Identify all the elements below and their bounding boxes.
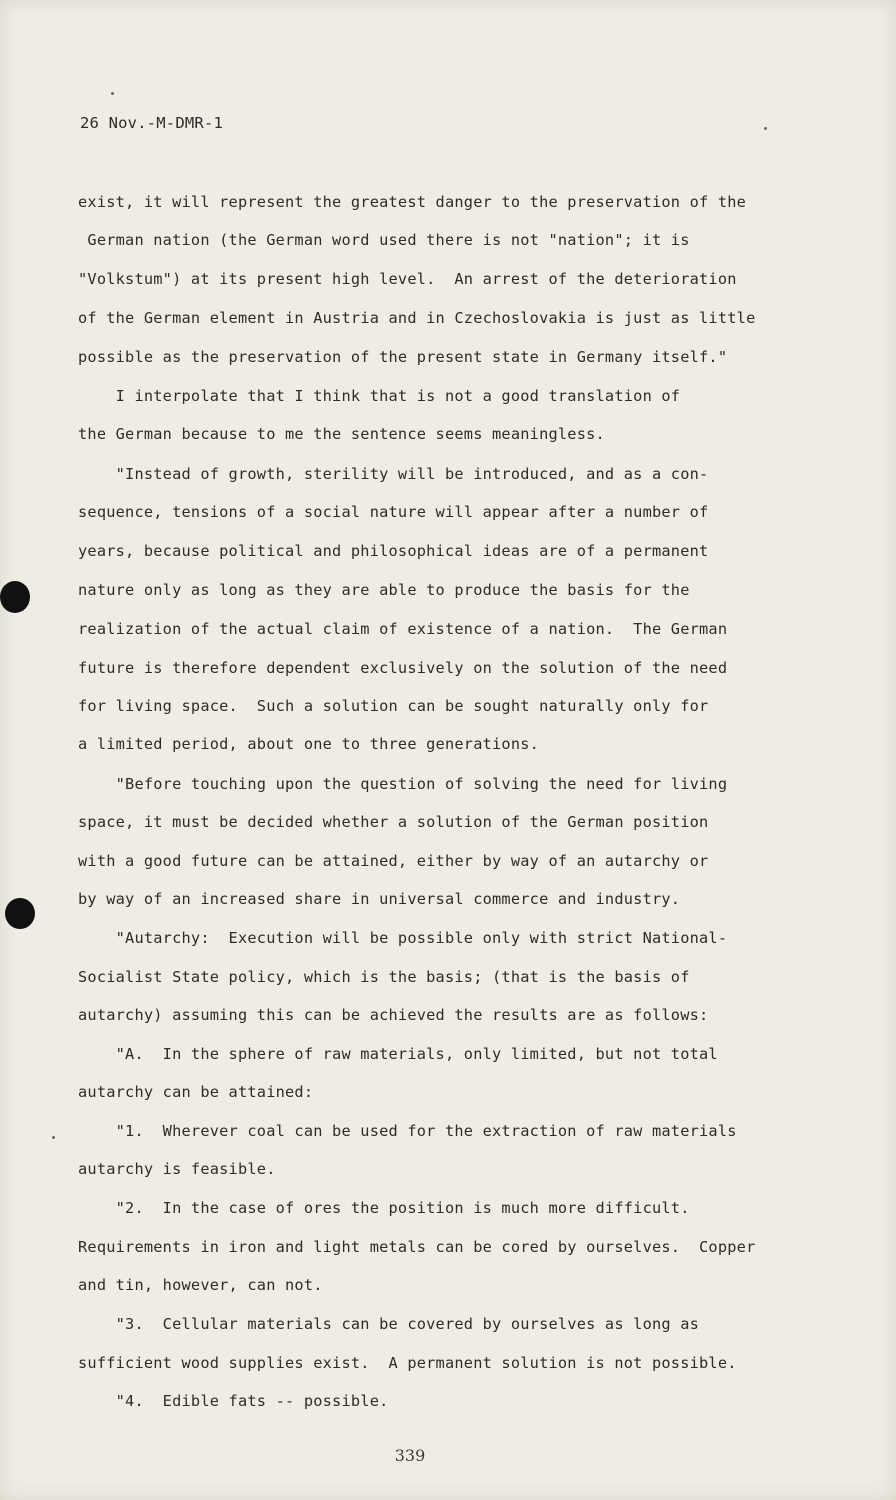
- text-line: space, it must be decided whether a solution of the German position: [78, 813, 709, 831]
- text-line: by way of an increased share in universal commerce and industry.: [78, 890, 681, 908]
- text-line: possible as the preservation of the present state in Germany itself.": [78, 348, 728, 366]
- text-line: years, because political and philosophical ideas are of a permanent: [78, 542, 709, 560]
- text-line: "Before touching upon the question of solving the need for living: [78, 775, 728, 793]
- binder-punch-hole: [0, 581, 30, 613]
- text-line: "3. Cellular materials can be covered by ourselves as long as: [78, 1315, 700, 1333]
- text-line: with a good future can be attained, either by way of an autarchy or: [78, 852, 709, 870]
- text-line: a limited period, about one to three generations.: [78, 735, 540, 753]
- page-number: 339: [394, 1446, 426, 1465]
- text-line: sufficient wood supplies exist. A permanent solution is not possible.: [78, 1354, 737, 1372]
- text-line: Socialist State policy, which is the basis; (that is the basis of: [78, 968, 690, 986]
- document-header: 26 Nov.-M-DMR-1: [80, 114, 223, 132]
- text-line: for living space. Such a solution can be sought naturally only for: [78, 697, 709, 715]
- text-line: "1. Wherever coal can be used for the extraction of raw materials: [78, 1122, 737, 1140]
- text-line: future is therefore dependent exclusively on the solution of the need: [78, 659, 728, 677]
- text-line: of the German element in Austria and in Czechoslovakia is just as little: [78, 309, 756, 327]
- text-line: "A. In the sphere of raw materials, only limited, but not total: [78, 1045, 718, 1063]
- text-line: German nation (the German word used there is not "nation"; it is: [78, 231, 690, 249]
- text-line: exist, it will represent the greatest danger to the preservation of the: [78, 193, 747, 211]
- text-line: nature only as long as they are able to produce the basis for the: [78, 581, 690, 599]
- text-line: I interpolate that I think that is not a good translation of: [78, 387, 681, 405]
- text-line: autarchy) assuming this can be achieved the results are as follows:: [78, 1006, 709, 1024]
- stray-ink-mark: [52, 1136, 55, 1139]
- text-line: the German because to me the sentence seems meaningless.: [78, 425, 605, 443]
- stray-ink-mark: [764, 127, 767, 130]
- text-line: autarchy can be attained:: [78, 1083, 314, 1101]
- text-line: realization of the actual claim of existence of a nation. The German: [78, 620, 728, 638]
- text-line: "4. Edible fats -- possible.: [78, 1392, 389, 1410]
- text-line: and tin, however, can not.: [78, 1276, 323, 1294]
- text-line: Requirements in iron and light metals can be cored by ourselves. Copper: [78, 1238, 756, 1256]
- stray-ink-mark: [111, 92, 114, 95]
- text-line: sequence, tensions of a social nature will appear after a number of: [78, 503, 709, 521]
- text-line: "Volkstum") at its present high level. An arrest of the deterioration: [78, 270, 737, 288]
- text-line: "Instead of growth, sterility will be introduced, and as a con-: [78, 465, 709, 483]
- text-line: "2. In the case of ores the position is much more difficult.: [78, 1199, 690, 1217]
- binder-punch-hole: [5, 898, 35, 929]
- text-line: autarchy is feasible.: [78, 1160, 276, 1178]
- text-line: "Autarchy: Execution will be possible only with strict National-: [78, 929, 728, 947]
